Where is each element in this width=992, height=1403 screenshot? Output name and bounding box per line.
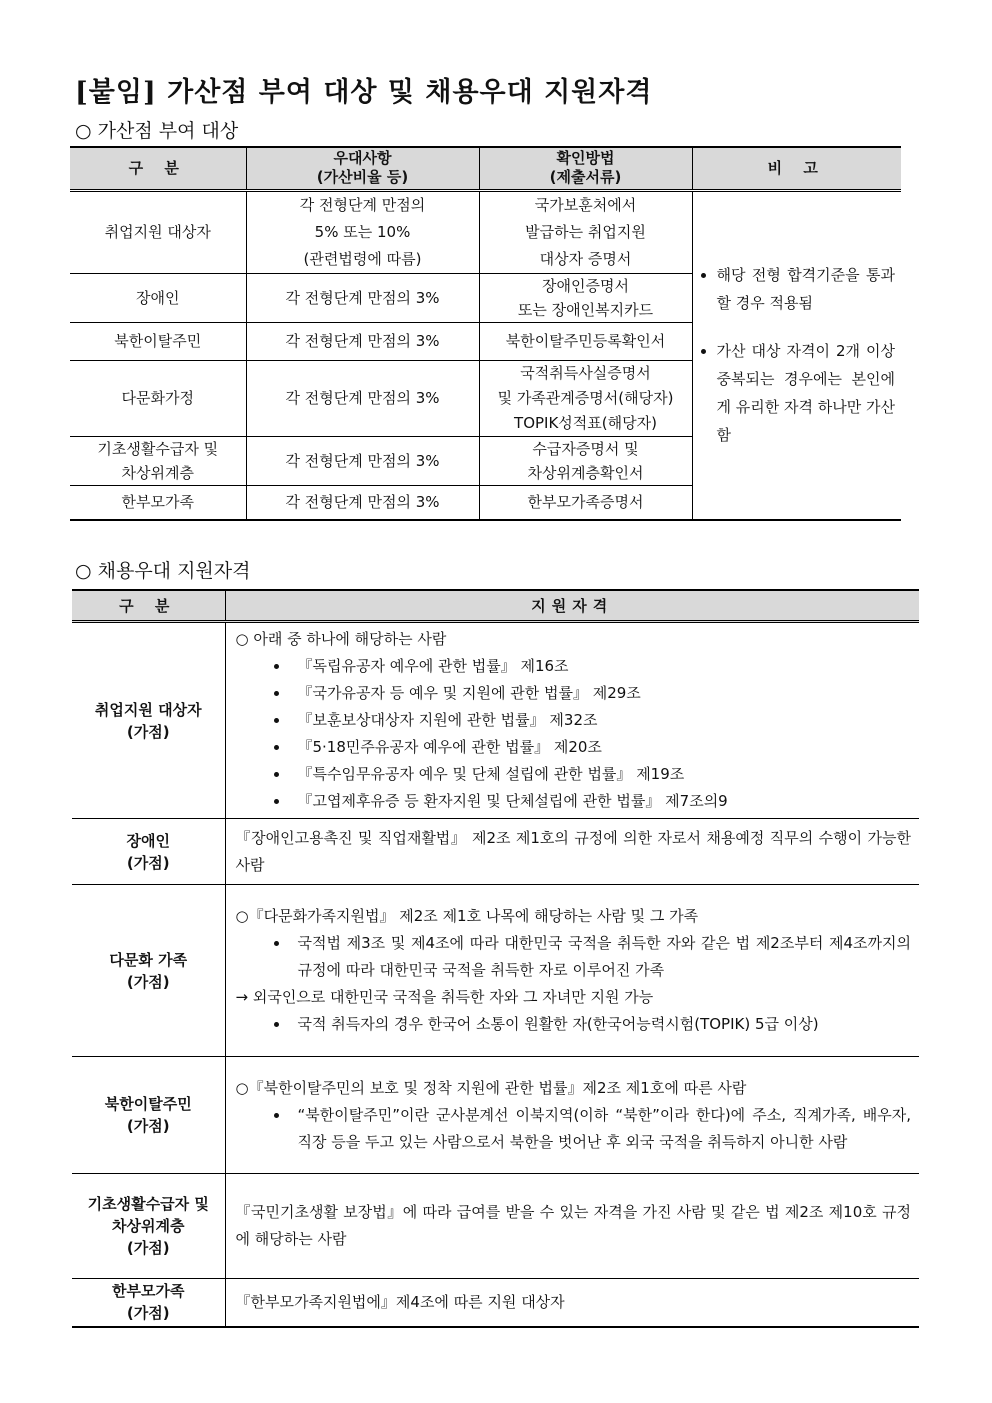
bonus-points-table [70,146,901,521]
list-item: • 『5·18민주유공자 예우에 관한 법률』 제20조 [290,734,912,761]
row-benefit: 각 전형단계 만점의 3% [246,485,479,520]
row-benefit: 각 전형단계 만점의 3% [246,436,479,485]
list-item: • “북한이탈주민”이란 군사분계선 이북지역(이하 “북한”이라 한다)에 주소, 직계가족, 배우자, 직장 등을 두고 있는 사람으로서 북한을 벗어난 후 외국 국적을 취득하지 아니한 사람 [290,1102,912,1156]
header-benefit: 우대사항 (가산비율 등) [246,147,479,190]
row-category: 북한이탈주민 (가점) [72,1057,225,1174]
qualification-text: 『장애인고용촉진 및 직업재활법』 제2조 제1호의 규정에 의한 자로서 채용예정 직무의 수행이 가능한 사람 [235,828,911,874]
row-category: 기초생활수급자 및 차상위계층 (가점) [72,1174,225,1279]
row-category: 한부모가족 (가점) [72,1279,225,1327]
preferential-hiring-table [72,589,919,1328]
list-item: • 『국가유공자 등 예우 및 지원에 관한 법률』 제29조 [290,680,912,707]
row-qualification [225,1279,919,1327]
row-category: 다문화가정 [70,360,246,436]
row-category: 장애인 [70,273,246,322]
list-item: • 『독립유공자 예우에 관한 법률』 제16조 [290,653,912,680]
list-item: • 『고엽제후유증 등 환자지원 및 단체설립에 관한 법률』 제7조의9 [290,788,912,815]
row-proof: 장애인증명서 또는 장애인복지카드 [479,273,692,322]
row-proof: 국적취득사실증명서 및 가족관계증명서(해당자) TOPIK성적표(해당자) [479,360,692,436]
qualification-intro: ○『다문화가족지원법』 제2조 제1호 나목에 해당하는 사람 및 그 가족 [235,907,699,925]
table-row [72,622,919,819]
note-item: • 가산 대상 자격이 2개 이상 중복되는 경우에는 본인에게 유리한 자격 하나만 가산함 [717,337,896,449]
row-category: 다문화 가족 (가점) [72,885,225,1057]
note-item: • 해당 전형 합격기준을 통과할 경우 적용됨 [717,261,896,317]
row-benefit: 각 전형단계 만점의 3% [246,273,479,322]
row-proof: 한부모가족증명서 [479,485,692,520]
row-qualification [225,1174,919,1279]
row-category: 한부모가족 [70,485,246,520]
list-item: • 『보훈보상대상자 지원에 관한 법률』 제32조 [290,707,912,734]
criteria-list [236,1011,912,1038]
row-qualification [225,1057,919,1174]
row-benefit: 각 전형단계 만점의 5% 또는 10% (관련법령에 따름) [246,190,479,273]
document-title: [붙임] 가산점 부여 대상 및 채용우대 지원자격 [75,77,653,108]
qualification-intro: ○『북한이탈주민의 보호 및 정착 지원에 관한 법률』제2조 제1호에 따른 사람 [235,1078,747,1097]
table-row [72,1279,919,1327]
table-row [72,1057,919,1174]
notes-cell [692,190,901,520]
header-proof: 확인방법 (제출서류) [479,147,692,190]
section-heading-preferential-hiring: ○ 채용우대 지원자격 [75,560,251,582]
section-heading-bonus-points: ○ 가산점 부여 대상 [75,120,239,142]
row-qualification [225,885,919,1057]
table-row [72,1174,919,1279]
qualification-text: 『국민기초생활 보장법』에 따라 급여를 받을 수 있는 자격을 가진 사람 및 같은 법 제2조 제10호 규정에 해당하는 사람 [235,1203,911,1248]
qualification-text: 『한부모가족지원법에』제4조에 따른 지원 대상자 [235,1292,565,1311]
row-proof: 북한이탈주민등록확인서 [479,322,692,360]
row-category: 북한이탈주민 [70,322,246,360]
criteria-list [236,1102,912,1156]
qualification-intro: ○ 아래 중 하나에 해당하는 사람 [235,630,447,648]
header-category: 구 분 [72,590,225,622]
row-category: 기초생활수급자 및 차상위계층 [70,436,246,485]
header-category: 구 분 [70,147,246,190]
row-benefit: 각 전형단계 만점의 3% [246,360,479,436]
row-benefit: 각 전형단계 만점의 3% [246,322,479,360]
list-item: • 국적법 제3조 및 제4조에 따라 대한민국 국적을 취득한 자와 같은 법 제2조부터 제4조까지의 규정에 따라 대한민국 국적을 취득한 자로 이루어진 가족 [290,930,912,984]
row-category: 취업지원 대상자 (가점) [72,622,225,819]
row-proof: 국가보훈처에서 발급하는 취업지원 대상자 증명서 [479,190,692,273]
table-row [70,190,901,273]
list-item: • 국적 취득자의 경우 한국어 소통이 원활한 자(한국어능력시험(TOPIK) 5급 이상) [290,1011,912,1038]
notes-list [693,261,902,449]
header-qualification: 지원자격 [225,590,919,622]
table-row [72,885,919,1057]
list-item: • 『특수임무유공자 예우 및 단체 설립에 관한 법률』 제19조 [290,761,912,788]
criteria-list [236,930,912,984]
header-note: 비 고 [692,147,901,190]
row-proof: 수급자증명서 및 차상위계층확인서 [479,436,692,485]
arrow-note: → 외국인으로 대한민국 국적을 취득한 자와 그 자녀만 지원 가능 [235,988,654,1006]
table-row [72,819,919,885]
row-qualification [225,622,919,819]
row-category: 취업지원 대상자 [70,190,246,273]
row-qualification [225,819,919,885]
law-list [236,653,912,815]
row-category: 장애인 (가점) [72,819,225,885]
